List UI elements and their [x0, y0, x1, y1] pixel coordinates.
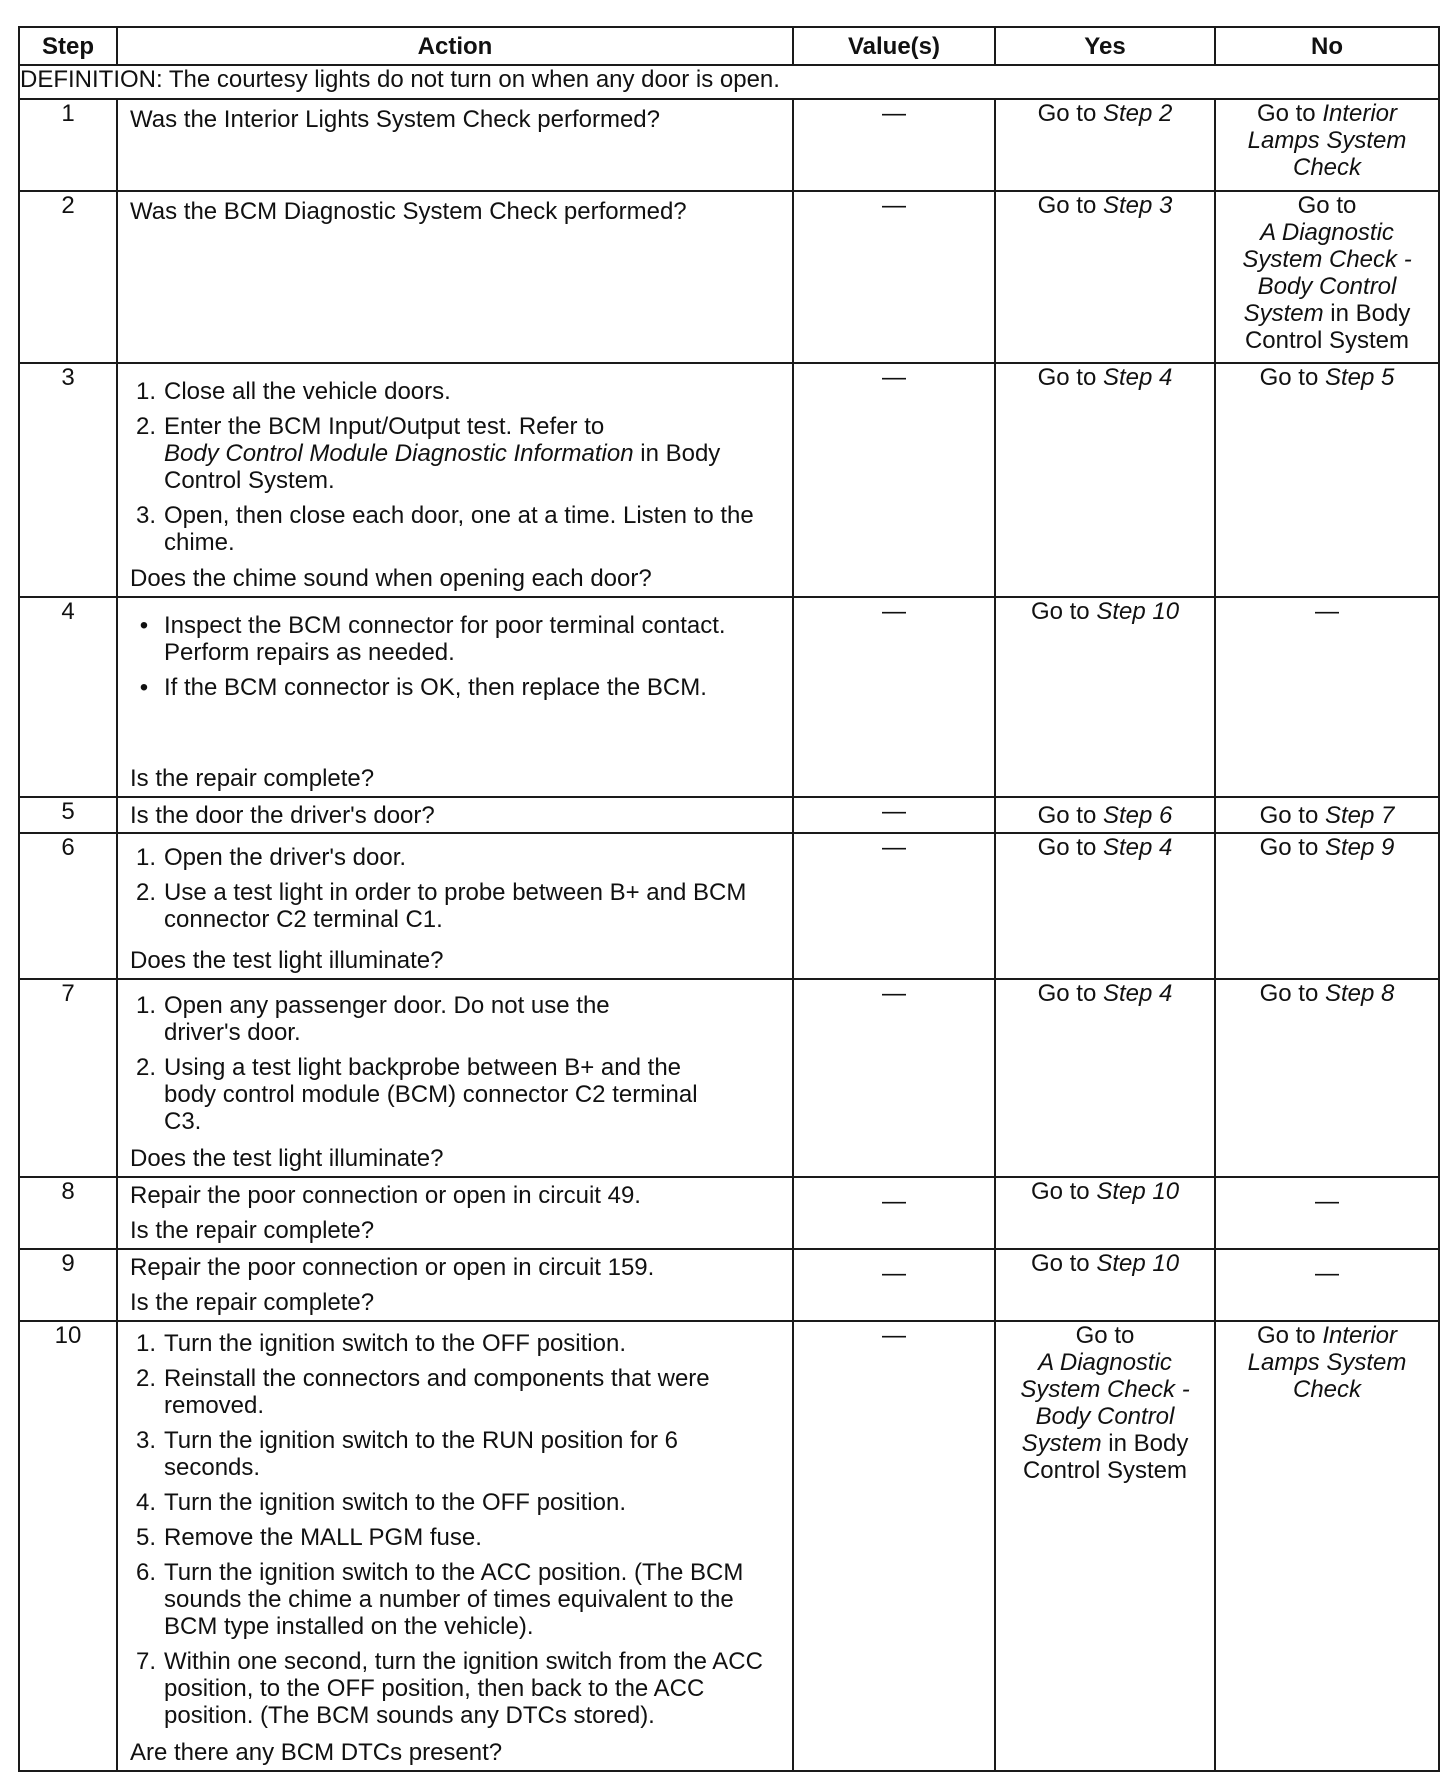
question: Are there any BCM DTCs present?	[130, 1739, 503, 1766]
list-item: 4. Turn the ignition switch to the OFF position.	[135, 1489, 626, 1516]
value-cell: —	[793, 99, 995, 191]
yes-cell: Go to Step 10	[995, 1177, 1215, 1249]
yes-cell: Go to Step 4	[995, 833, 1215, 979]
header-row	[19, 27, 1439, 65]
question: Is the door the driver's door?	[130, 801, 435, 829]
step-number: 2	[19, 191, 117, 363]
step-link[interactable]: Step 8	[1324, 980, 1395, 1007]
step-link[interactable]: Step 3	[1102, 192, 1173, 219]
yes-cell: Go to Step 3	[995, 191, 1215, 363]
list-item: 7. Within one second, turn the ignition switch from the ACC position, to the OFF position, then back to the ACC position. (The BCM sounds any DTCs stored).	[135, 1648, 763, 1729]
no-cell: —	[1215, 1177, 1439, 1249]
list-item: 6. Turn the ignition switch to the ACC position. (The BCM sounds the chime a number of times equivalent to the BCM type installed on the vehicle).	[135, 1559, 744, 1640]
bullet-item: • Inspect the BCM connector for poor terminal contact. Perform repairs as needed.	[139, 612, 726, 666]
step-link[interactable]: Step 10	[1096, 598, 1180, 625]
table-row	[19, 1177, 1439, 1249]
no-cell: Go to Step 7	[1215, 797, 1439, 833]
bullet-item: • If the BCM connector is OK, then replace the BCM.	[139, 674, 707, 701]
list-item: 1. Turn the ignition switch to the OFF position.	[135, 1330, 626, 1357]
action-cell	[117, 597, 793, 797]
list-item: 1. Close all the vehicle doors.	[135, 378, 451, 405]
value-cell: —	[793, 1249, 995, 1321]
table-row	[19, 1321, 1439, 1771]
list-item: 2. Using a test light backprobe between B+ and the body control module (BCM) connector C2 terminal C3.	[135, 1054, 698, 1135]
step-number: 5	[19, 797, 117, 833]
yes-cell: Go to Step 4	[995, 979, 1215, 1177]
step-link[interactable]: Step 5	[1324, 364, 1395, 391]
value-cell: —	[793, 597, 995, 797]
list-item: 5. Remove the MALL PGM fuse.	[135, 1524, 482, 1551]
action-cell	[117, 979, 793, 1177]
question: Does the test light illuminate?	[130, 947, 444, 974]
check-link[interactable]: A Diagnostic System Check - Body Control System	[1242, 219, 1412, 327]
definition-text: DEFINITION: The courtesy lights do not turn on when any door is open.	[19, 65, 1439, 99]
no-cell: Go to Step 8	[1215, 979, 1439, 1177]
table-row	[19, 833, 1439, 979]
header-action: Action	[117, 27, 793, 65]
list-item: 3. Turn the ignition switch to the RUN position for 6 seconds.	[135, 1427, 679, 1481]
no-cell: —	[1215, 1249, 1439, 1321]
question: Was the Interior Lights System Check performed?	[130, 106, 660, 133]
yes-cell: Go to Step 10	[995, 597, 1215, 797]
step-number: 10	[19, 1321, 117, 1771]
step-number: 1	[19, 99, 117, 191]
step-link[interactable]: Step 4	[1102, 834, 1173, 861]
step-link[interactable]: Step 2	[1102, 100, 1173, 127]
header-step: Step	[19, 27, 117, 65]
question: Is the repair complete?	[130, 1289, 375, 1316]
list-item: 2. Enter the BCM Input/Output test. Refer to Body Control Module Diagnostic Information in Body Control System.	[135, 413, 721, 494]
question: Is the repair complete?	[130, 765, 375, 792]
list-item: 1. Open the driver's door.	[135, 844, 407, 871]
step-link[interactable]: Step 10	[1096, 1250, 1180, 1277]
value-cell: —	[793, 979, 995, 1177]
table-row	[19, 597, 1439, 797]
step-link[interactable]: Step 6	[1102, 801, 1173, 829]
question: Does the chime sound when opening each door?	[130, 565, 652, 592]
table-row	[19, 99, 1439, 191]
step-number: 3	[19, 363, 117, 597]
list-item: 2. Reinstall the connectors and components that were removed.	[135, 1365, 710, 1419]
action-cell	[117, 1321, 793, 1771]
step-link[interactable]: Step 4	[1102, 980, 1173, 1007]
step-number: 4	[19, 597, 117, 797]
table-row	[19, 1249, 1439, 1321]
definition-row	[19, 65, 1439, 99]
question: Does the test light illuminate?	[130, 1145, 444, 1172]
no-cell: Go to Step 5	[1215, 363, 1439, 597]
yes-cell: Go to A Diagnostic System Check - Body Control System in Body Control System	[995, 1321, 1215, 1771]
step-number: 7	[19, 979, 117, 1177]
no-cell: Go to Interior Lamps System Check	[1215, 99, 1439, 191]
check-link[interactable]: Interior Lamps System Check	[1247, 1322, 1407, 1403]
table-row	[19, 191, 1439, 363]
step-link[interactable]: Step 9	[1324, 834, 1395, 861]
value-cell: —	[793, 1321, 995, 1771]
diagnostic-table	[18, 26, 1440, 1772]
list-item: 2. Use a test light in order to probe between B+ and BCM connector C2 terminal C1.	[135, 879, 747, 933]
step-number: 8	[19, 1177, 117, 1249]
action-cell	[117, 191, 793, 363]
check-link[interactable]: A Diagnostic System Check - Body Control System	[1020, 1349, 1190, 1457]
list-item: 1. Open any passenger door. Do not use the driver's door.	[135, 992, 610, 1046]
no-cell: Go to A Diagnostic System Check - Body Control System in Body Control System	[1215, 191, 1439, 363]
table-row	[19, 797, 1439, 833]
value-cell: —	[793, 363, 995, 597]
no-cell: —	[1215, 597, 1439, 797]
question: Was the BCM Diagnostic System Check performed?	[130, 198, 687, 225]
action-cell	[117, 797, 793, 833]
step-number: 9	[19, 1249, 117, 1321]
header-values: Value(s)	[793, 27, 995, 65]
action-cell	[117, 833, 793, 979]
value-cell: —	[793, 797, 995, 833]
table-row	[19, 363, 1439, 597]
value-cell: —	[793, 191, 995, 363]
header-no: No	[1215, 27, 1439, 65]
action-cell	[117, 99, 793, 191]
yes-cell: Go to Step 2	[995, 99, 1215, 191]
instruction: Repair the poor connection or open in circuit 49.	[130, 1182, 641, 1209]
yes-cell: Go to Step 10	[995, 1249, 1215, 1321]
value-cell: —	[793, 833, 995, 979]
value-cell: —	[793, 1177, 995, 1249]
yes-cell: Go to Step 4	[995, 363, 1215, 597]
no-cell: Go to Interior Lamps System Check	[1215, 1321, 1439, 1771]
table-row	[19, 979, 1439, 1177]
question: Is the repair complete?	[130, 1217, 375, 1244]
step-link[interactable]: Step 4	[1102, 364, 1173, 391]
no-cell: Go to Step 9	[1215, 833, 1439, 979]
action-cell	[117, 1177, 793, 1249]
action-cell	[117, 1249, 793, 1321]
yes-cell: Go to Step 6	[995, 797, 1215, 833]
step-number: 6	[19, 833, 117, 979]
action-cell	[117, 363, 793, 597]
step-link[interactable]: Step 10	[1096, 1178, 1180, 1205]
check-link[interactable]: Interior Lamps System Check	[1247, 100, 1407, 181]
header-yes: Yes	[995, 27, 1215, 65]
step-link[interactable]: Step 7	[1324, 801, 1395, 829]
reference-link[interactable]: Body Control Module Diagnostic Information	[164, 440, 634, 467]
list-item: 3. Open, then close each door, one at a time. Listen to the chime.	[135, 502, 754, 556]
instruction: Repair the poor connection or open in circuit 159.	[130, 1254, 655, 1281]
